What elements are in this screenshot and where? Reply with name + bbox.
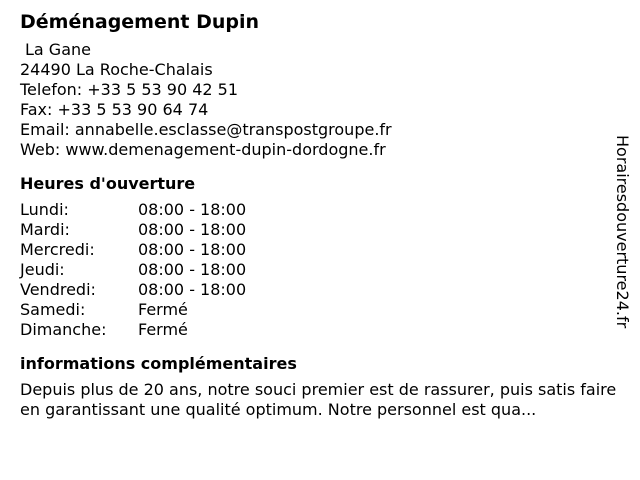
day-hours: 08:00 - 18:00 [138, 200, 247, 219]
day-hours: 08:00 - 18:00 [138, 260, 247, 279]
address-line-1: La Gane [25, 40, 91, 59]
day-label: Samedi: [20, 300, 86, 319]
opening-hours-title: Heures d'ouverture [20, 174, 196, 193]
hours-row-wednesday [20, 240, 600, 260]
day-hours: 08:00 - 18:00 [138, 280, 247, 299]
additional-info-title: informations complémentaires [20, 354, 297, 373]
hours-row-sunday [20, 320, 600, 340]
day-hours: Fermé [138, 320, 188, 339]
company-name: Déménagement Dupin [20, 11, 260, 33]
business-listing [20, 10, 617, 420]
opening-hours-table [20, 200, 600, 340]
day-hours: 08:00 - 18:00 [138, 240, 247, 259]
day-hours: Fermé [138, 300, 188, 319]
hours-row-tuesday [20, 220, 600, 240]
web-line: Web: www.demenagement-dupin-dordogne.fr [20, 140, 386, 159]
phone-line: Telefon: +33 5 53 90 42 51 [20, 80, 239, 99]
email-line: Email: annabelle.esclasse@transpostgroupe.fr [20, 120, 392, 139]
site-watermark: Horairesdouverture24.fr [613, 135, 632, 329]
day-hours: 08:00 - 18:00 [138, 220, 247, 239]
address-line-2: 24490 La Roche-Chalais [20, 60, 213, 79]
day-label: Dimanche: [20, 320, 107, 339]
day-label: Mercredi: [20, 240, 95, 259]
hours-row-saturday [20, 300, 600, 320]
day-label: Mardi: [20, 220, 70, 239]
day-label: Lundi: [20, 200, 69, 219]
fax-line: Fax: +33 5 53 90 64 74 [20, 100, 209, 119]
hours-row-thursday [20, 260, 600, 280]
hours-row-monday [20, 200, 600, 220]
day-label: Vendredi: [20, 280, 96, 299]
hours-row-friday [20, 280, 600, 300]
additional-info-text: Depuis plus de 20 ans, notre souci premier est de rassurer, puis satis faire en garantissant une qualité optimum. Notre personnel est qua... [20, 380, 617, 419]
day-label: Jeudi: [20, 260, 65, 279]
